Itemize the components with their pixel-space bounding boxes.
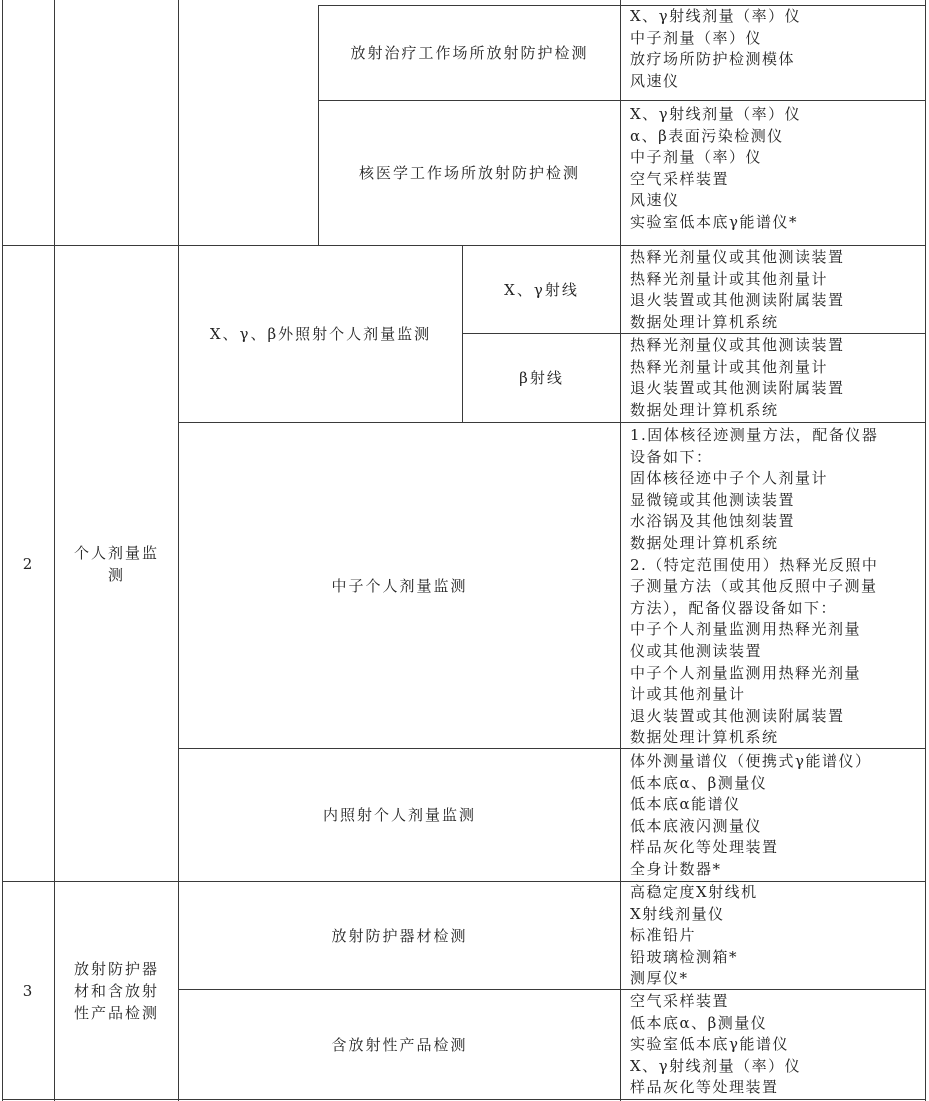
list-item: 显微镜或其他测读装置 xyxy=(630,490,796,509)
list-item: 中子个人剂量监测用热释光剂量 xyxy=(630,620,862,639)
list-item: 固体核径迹中子个人剂量计 xyxy=(630,469,829,488)
category-line: 性产品检测 xyxy=(73,1003,159,1022)
list-item: 热释光剂量计或其他剂量计 xyxy=(630,269,829,288)
item-name-radioactive-products: 含放射性产品检测 xyxy=(331,1035,468,1054)
list-item: 铅玻璃检测箱* xyxy=(630,947,739,966)
item-name-protective-equipment: 放射防护器材检测 xyxy=(331,926,468,945)
list-item: 水浴锅及其他蚀刻装置 xyxy=(630,512,796,531)
list-item: 风速仪 xyxy=(630,191,680,210)
list-item: 仪或其他测读装置 xyxy=(630,641,763,660)
item-name-neutron: 中子个人剂量监测 xyxy=(331,576,468,595)
list-item: 1.固体核径迹测量方法，配备仪器 xyxy=(630,426,879,444)
list-item: 低本底α、β测量仪 xyxy=(630,1013,768,1032)
list-item: 低本底液闪测量仪 xyxy=(630,816,763,835)
list-item: 中子剂量（率）仪 xyxy=(630,148,763,167)
list-item: X、γ射线剂量（率）仪 xyxy=(630,1056,802,1075)
row-number-2: 2 xyxy=(22,554,35,573)
table-border-right xyxy=(925,0,926,1101)
column-divider-equipment xyxy=(620,0,621,1101)
equipment-list-nuclear-medicine xyxy=(630,104,801,234)
list-item: 标准铅片 xyxy=(630,926,697,945)
list-item: 退火装置或其他测读附属装置 xyxy=(630,379,845,398)
list-item: 低本底α、β测量仪 xyxy=(630,773,768,792)
list-item: 2.（特定范围使用）热释光反照中 xyxy=(630,555,879,574)
list-item: 实验室低本底γ能谱仪 xyxy=(630,1035,789,1054)
list-item: 热释光剂量计或其他剂量计 xyxy=(630,357,829,376)
category-line: 放射防护器 xyxy=(73,959,159,978)
list-item: 高稳定度X射线机 xyxy=(630,883,758,901)
list-item: 数据处理计算机系统 xyxy=(630,312,779,331)
row-number-3: 3 xyxy=(22,981,35,1000)
category-line: 材和含放射 xyxy=(73,981,159,1000)
list-item: X射线剂量仪 xyxy=(630,904,725,923)
item-name-internal-exposure: 内照射个人剂量监测 xyxy=(322,806,476,824)
item-name-external-exposure: X、γ、β外照射个人剂量监测 xyxy=(209,325,432,343)
subitem-x-gamma: X、γ射线 xyxy=(504,280,579,299)
list-item: X、γ射线剂量（率）仪 xyxy=(630,7,802,25)
equipment-list-x-gamma xyxy=(630,247,845,333)
category-personal-dose xyxy=(55,246,178,881)
list-item: 低本底α能谱仪 xyxy=(630,795,741,814)
list-item: 数据处理计算机系统 xyxy=(630,533,779,552)
equipment-list-radioactive-products xyxy=(630,991,801,1099)
list-item: 样品灰化等处理装置 xyxy=(630,838,779,857)
list-item: 数据处理计算机系统 xyxy=(630,728,779,747)
list-item: 中子个人剂量监测用热释光剂量 xyxy=(630,663,862,682)
list-item: 退火装置或其他测读附属装置 xyxy=(630,291,845,310)
list-item: 热释光剂量仪或其他测读装置 xyxy=(630,248,845,266)
list-item: 中子剂量（率）仪 xyxy=(630,28,763,47)
list-item: 体外测量谱仪（便携式γ能谱仪） xyxy=(630,752,872,770)
row-line-bottom xyxy=(2,1099,926,1100)
list-item: 样品灰化等处理装置 xyxy=(630,1078,779,1097)
list-item: 数据处理计算机系统 xyxy=(630,400,779,419)
equipment-list-radiotherapy xyxy=(630,6,801,92)
equipment-list-neutron xyxy=(630,425,878,749)
list-item: 测厚仪* xyxy=(630,969,689,988)
list-item: 设备如下： xyxy=(630,447,713,466)
category-label: 个人剂量监测 xyxy=(73,543,159,584)
list-item: 子测量方法（或其他反照中子测量 xyxy=(630,577,878,596)
equipment-list-internal-exposure xyxy=(630,751,871,881)
equipment-list-beta xyxy=(630,335,845,421)
list-item: 风速仪 xyxy=(630,71,680,90)
category-protective-equipment xyxy=(55,882,178,1099)
equipment-list-protective-equipment xyxy=(630,882,758,990)
item-name-radiotherapy: 放射治疗工作场所放射防护检测 xyxy=(350,44,589,62)
list-item: 计或其他剂量计 xyxy=(630,685,746,704)
list-item: 退火装置或其他测读附属装置 xyxy=(630,706,845,725)
list-item: 放疗场所防护检测模体 xyxy=(630,50,796,69)
list-item: α、β表面污染检测仪 xyxy=(630,126,784,145)
list-item: 空气采样装置 xyxy=(630,992,730,1010)
list-item: 实验室低本底γ能谱仪* xyxy=(630,212,798,231)
subitem-beta: β射线 xyxy=(519,369,564,387)
list-item: 空气采样装置 xyxy=(630,169,730,188)
list-item: 热释光剂量仪或其他测读装置 xyxy=(630,336,845,354)
item-name-nuclear-medicine: 核医学工作场所放射防护检测 xyxy=(358,164,580,182)
list-item: 全身计数器* xyxy=(630,859,722,878)
list-item: X、γ射线剂量（率）仪 xyxy=(630,105,802,123)
list-item: 方法），配备仪器设备如下： xyxy=(630,598,838,617)
